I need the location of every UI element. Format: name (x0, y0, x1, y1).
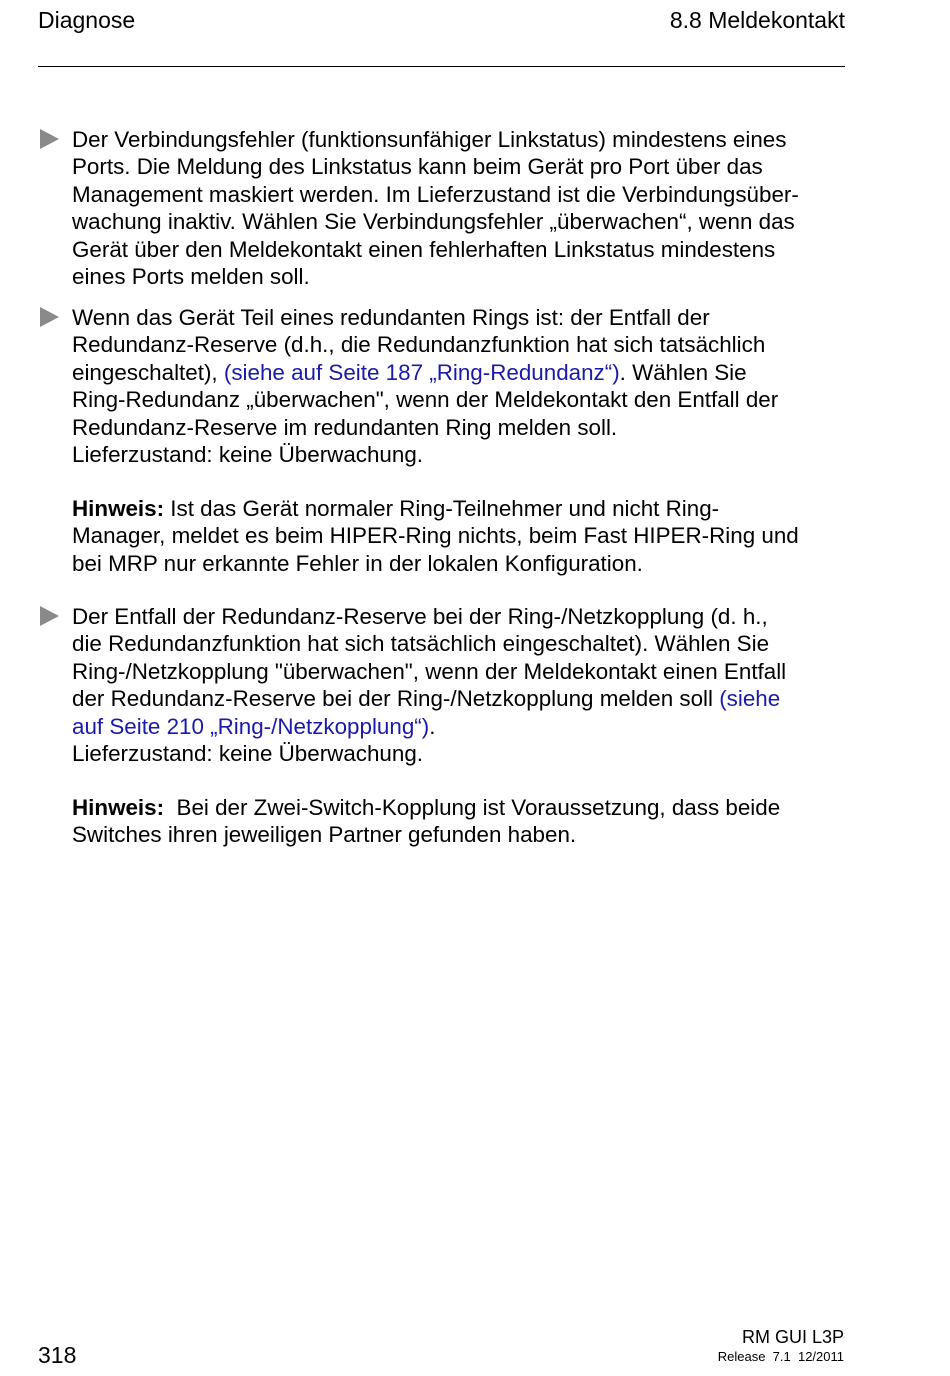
list-item (72, 304, 852, 468)
list-item-line: die Redundanzfunktion hat sich tatsächlich eingeschaltet). Wählen Sie (72, 631, 770, 657)
list-item-line: Management maskiert werden. Im Lieferzustand ist die Verbindungsüber- (72, 181, 799, 207)
note-line: Ist das Gerät normaler Ring-Teilnehmer und nicht Ring- (164, 496, 720, 521)
list-item-line: der Redundanz-Reserve bei der Ring-/Netzkopplung melden soll (72, 686, 720, 712)
list-item-line: Der Verbindungsfehler (funktionsunfähiger Linkstatus) mindestens eines (72, 127, 787, 152)
cross-reference-link-netzkopplung[interactable]: (siehe (719, 686, 781, 712)
footer-release-info: Release 7.1 12/2011 (717, 1349, 844, 1364)
header-section-title: Diagnose (38, 7, 136, 33)
list-item-line: Redundanz-Reserve (d.h., die Redundanzfunktion hat sich tatsächlich (72, 332, 766, 358)
list-item-line: . (429, 713, 436, 739)
list-item-line: . Wählen Sie (619, 359, 747, 385)
triangle-bullet-icon (40, 129, 59, 149)
list-item-line: Gerät über den Meldekontakt einen fehlerhaften Linkstatus mindestens (72, 236, 776, 262)
note-line: Manager, meldet es beim HIPER-Ring nichts, beim Fast HIPER-Ring und (72, 523, 799, 549)
header-chapter-title: 8.8 Meldekontakt (669, 7, 845, 33)
list-item-line: Lieferzustand: keine Überwachung. (72, 741, 424, 767)
list-item (72, 603, 852, 767)
list-item-line: Ports. Die Meldung des Linkstatus kann beim Gerät pro Port über das (72, 154, 763, 180)
list-item-line: eingeschaltet), (72, 359, 224, 385)
list-item-line: Wenn das Gerät Teil eines redundanten Rings ist: der Entfall der (72, 305, 710, 330)
note-line: Switches ihren jeweiligen Partner gefunden haben. (72, 822, 577, 848)
list-item-line: Lieferzustand: keine Überwachung. (72, 442, 424, 468)
footer-document-title: RM GUI L3P (741, 1327, 844, 1347)
note-label: Hinweis: (72, 496, 165, 521)
list-item-line: eines Ports melden soll. (72, 264, 310, 290)
triangle-bullet-icon (40, 307, 59, 327)
header-divider (38, 66, 845, 67)
list-item-line: Ring-/Netzkopplung "überwachen", wenn der Meldekontakt einen Entfall (72, 658, 787, 684)
list-item (72, 126, 852, 290)
triangle-bullet-icon (40, 606, 59, 626)
list-item-line: Der Entfall der Redundanz-Reserve bei der Ring-/Netzkopplung (d. h., (72, 604, 768, 629)
cross-reference-link-ring-redundanz[interactable]: (siehe auf Seite 187 „Ring-Redundanz“) (223, 359, 620, 385)
list-item-line: Redundanz-Reserve im redundanten Ring melden soll. (72, 414, 618, 440)
list-item-line: wachung inaktiv. Wählen Sie Verbindungsfehler „überwachen“, wenn das (72, 209, 795, 235)
note-line: bei MRP nur erkannte Fehler in der lokalen Konfiguration. (72, 550, 643, 576)
note-label: Hinweis: (72, 795, 165, 820)
list-item-line: Ring-Redundanz „überwachen", wenn der Meldekontakt den Entfall der (72, 387, 779, 413)
note-block (72, 495, 852, 577)
note-line: Bei der Zwei-Switch-Kopplung ist Voraussetzung, dass beide (164, 795, 781, 820)
note-block (72, 794, 852, 849)
page-number: 318 (38, 1342, 77, 1368)
cross-reference-link-netzkopplung-cont[interactable]: auf Seite 210 „Ring-/Netzkopplung“) (72, 713, 430, 739)
